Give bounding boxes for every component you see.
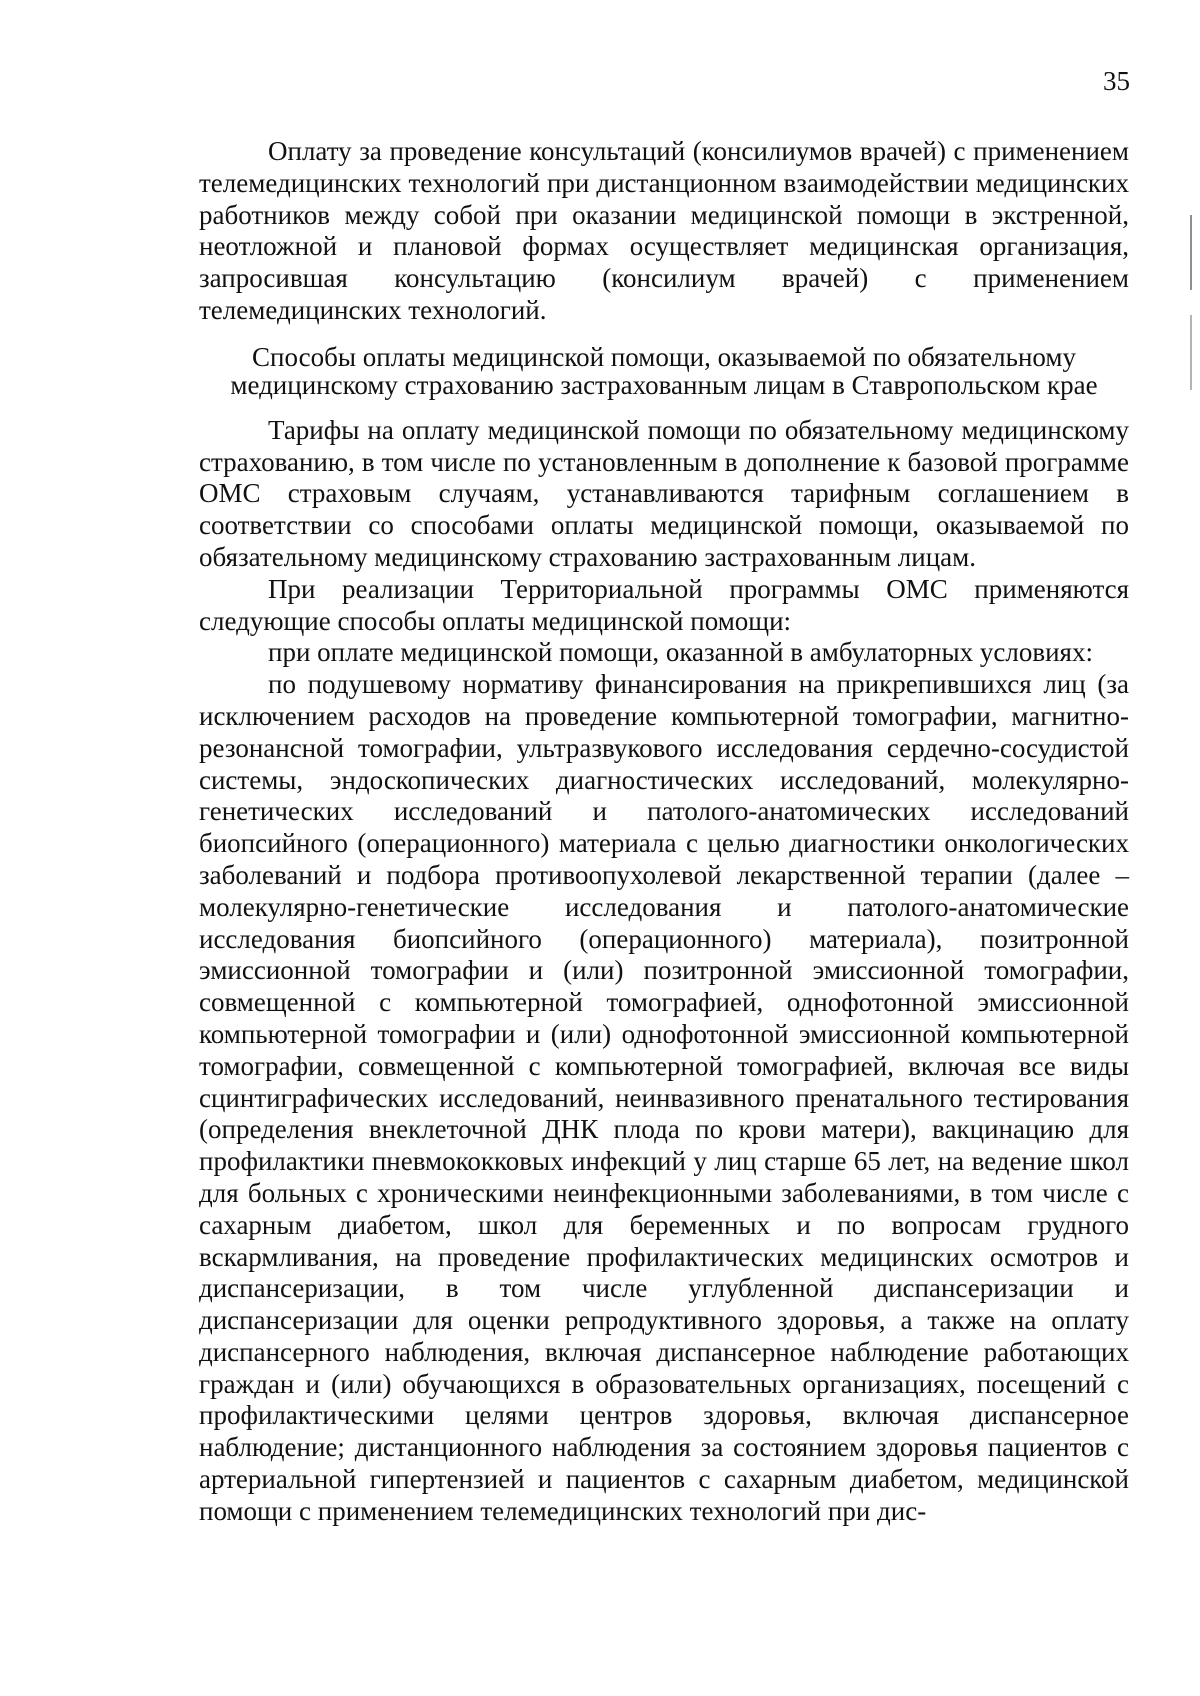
section-heading-line-1: Способы оплаты медицинской помощи, оказываемой по обязательному	[252, 341, 1076, 372]
paragraph-payment-methods-intro: При реализации Территориальной программы ОМС применяются следующие способы оплаты медицинской помощи:	[199, 573, 1129, 636]
page-number: 35	[1103, 66, 1130, 96]
section-heading	[199, 343, 1129, 399]
scan-edge-mark	[1190, 215, 1192, 465]
document-body	[199, 136, 1129, 1528]
section-heading-line-2: медицинскому страхованию застрахованным лицам в Ставропольском крае	[230, 369, 1098, 400]
paragraph-per-capita-financing: по подушевому нормативу финансирования на прикрепившихся лиц (за исключением расходов на проведение компьютерной томографии, магнитно-резонансной томографии, ультразвукового исследования сердечно-сосудистой системы, эндоскопических диагностических исследований, молекулярно-генетических исследований и патолого-анатомических исследований биопсийного (операционного) материала с целью диагностики онкологических заболеваний и подбора противоопухолевой лекарственной терапии (далее – молекулярно-генетические исследования и патолого-анатомические исследования биопсийного (операционного) материала), позитронной эмиссионной томографии и (или) позитронной эмиссионной томографии, совмещенной с компьютерной томографией, однофотонной эмиссионной компьютерной томографии и (или) однофотонной эмиссионной компьютерной томографии, совмещенной с компьютерной томографией, включая все виды сцинтиграфических исследований, неинвазивного пренатального тестирования (определения внеклеточной ДНК плода по крови матери), вакцинацию для профилактики пневмококковых инфекций у лиц старше 65 лет, на ведение школ для больных с хроническими неинфекционными заболеваниями, в том числе с сахарным диабетом, школ для беременных и по вопросам грудного вскармливания, на проведение профилактических медицинских осмотров и диспансеризации, в том числе углубленной диспансеризации и диспансеризации для оценки репродуктивного здоровья, а также на оплату диспансерного наблюдения, включая диспансерное наблюдение работающих граждан и (или) обучающихся в образовательных организациях, посещений с профилактическими целями центров здоровья, включая диспансерное наблюдение; дистанционного наблюдения за состоянием здоровья пациентов с артериальной гипертензией и пациентов с сахарным диабетом, медицинской помощи с применением телемедицинских технологий при дис-	[199, 669, 1129, 1526]
paragraph-tariffs: Тарифы на оплату медицинской помощи по обязательному медицинскому страхованию, в том числе по установленным в дополнение к базовой программе ОМС страховым случаям, устанавливаются тарифным соглашением в соответствии со способами оплаты медицинской помощи, оказываемой по обязательному медицинскому страхованию застрахованным лицам.	[199, 414, 1129, 572]
paragraph-ambulatory-conditions: при оплате медицинской помощи, оказанной в амбулаторных условиях:	[268, 637, 1093, 668]
paragraph-consultation-payment: Оплату за проведение консультаций (консилиумов врачей) с применением телемедицинских технологий при дистанционном взаимодействии медицинских работников между собой при оказании медицинской помощи в экстренной, неотложной и плановой формах осуществляет медицинская организация, запросившая консультацию (консилиум врачей) с применением телемедицинских технологий.	[199, 136, 1129, 325]
